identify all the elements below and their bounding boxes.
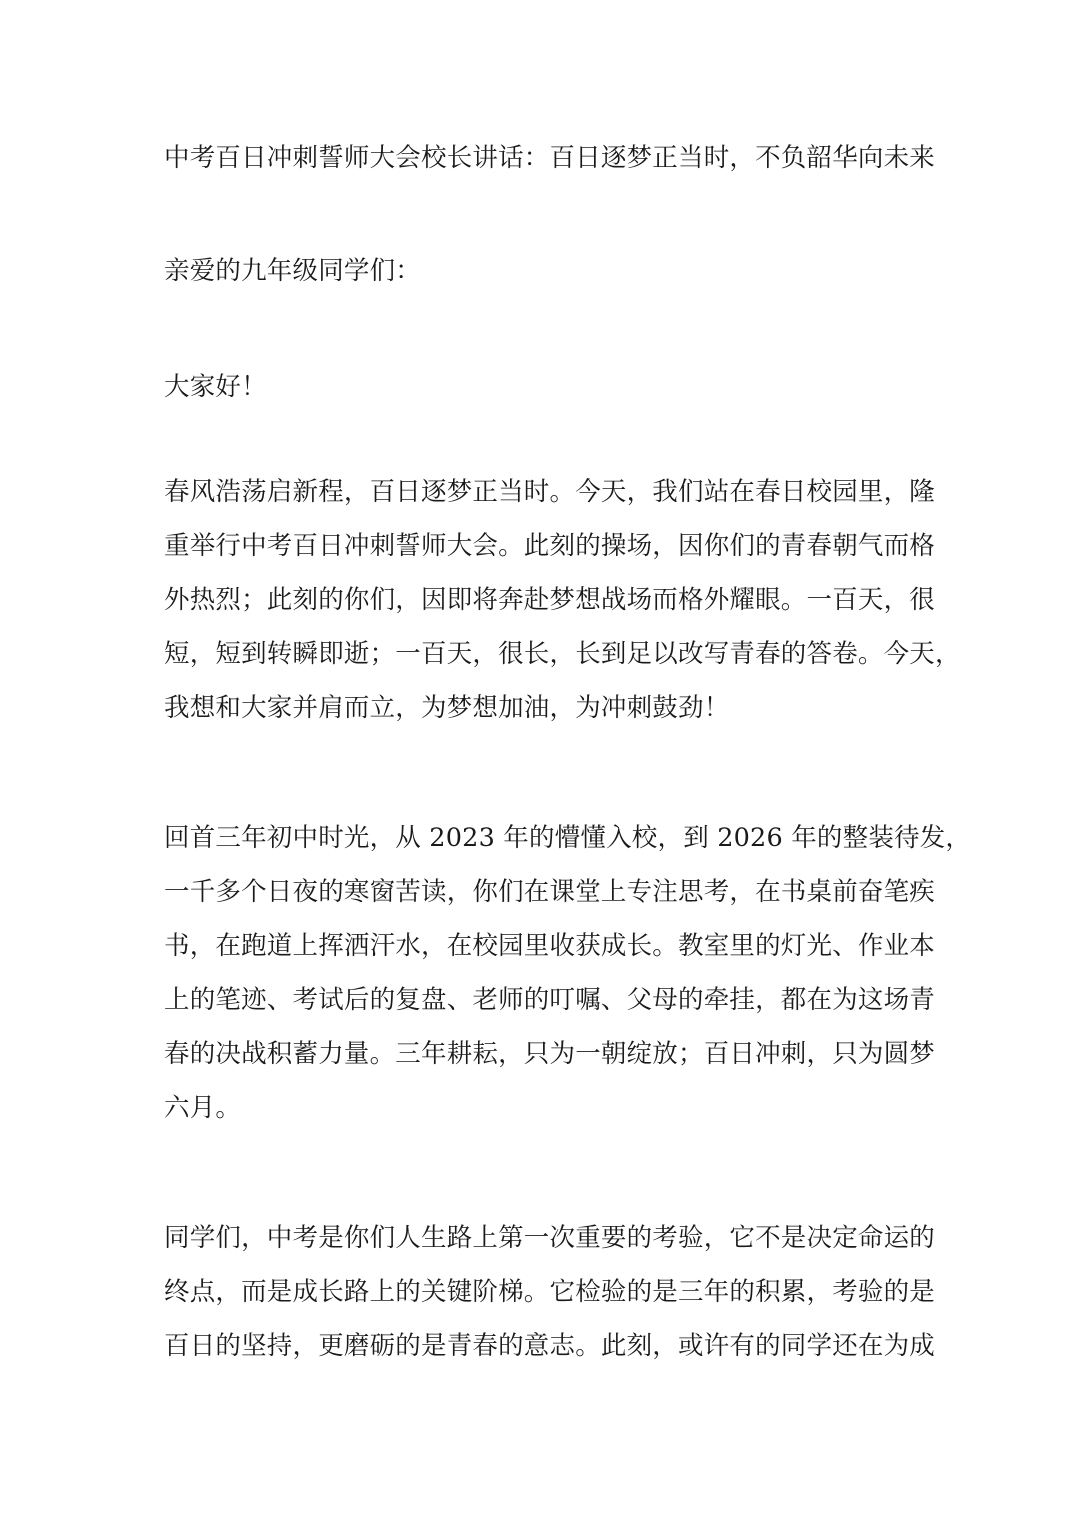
document-title	[164, 131, 936, 185]
title-line: 中考百日冲刺誓师大会校长讲话：百日逐梦正当时，不负韶华向未来	[164, 143, 936, 173]
paragraph-line: 书，在跑道上挥洒汗水，在校园里收获成长。教室里的灯光、作业本	[164, 931, 936, 961]
paragraph-line: 重举行中考百日冲刺誓师大会。此刻的操场，因你们的青春朝气而格	[164, 531, 936, 561]
paragraph-line: 上的笔迹、考试后的复盘、老师的叮嘱、父母的牵挂，都在为这场青	[164, 985, 936, 1015]
hello-text: 大家好！	[164, 372, 267, 402]
paragraph-line: 回首三年初中时光，从 2023 年的懵懂入校，到 2026 年的整装待发，	[164, 823, 972, 853]
greeting-text: 亲爱的九年级同学们：	[164, 256, 422, 286]
paragraph-line: 短，短到转瞬即逝；一百天，很长，长到足以改写青春的答卷。今天，	[164, 639, 961, 669]
paragraph-line: 春的决战积蓄力量。三年耕耘，只为一朝绽放；百日冲刺，只为圆梦	[164, 1039, 936, 1069]
greeting-line	[164, 244, 924, 298]
paragraph-line: 一千多个日夜的寒窗苦读，你们在课堂上专注思考，在书桌前奋笔疾	[164, 877, 936, 907]
paragraph-line: 春风浩荡启新程，百日逐梦正当时。今天，我们站在春日校园里，隆	[164, 477, 936, 507]
paragraph-line: 同学们，中考是你们人生路上第一次重要的考验，它不是决定命运的	[164, 1223, 936, 1253]
paragraph-2	[164, 811, 972, 1135]
paragraph-1	[164, 465, 961, 735]
paragraph-line: 外热烈；此刻的你们，因即将奔赴梦想战场而格外耀眼。一百天，很	[164, 585, 936, 615]
paragraph-line: 百日的坚持，更磨砺的是青春的意志。此刻，或许有的同学还在为成	[164, 1331, 936, 1361]
paragraph-line: 终点，而是成长路上的关键阶梯。它检验的是三年的积累，考验的是	[164, 1277, 936, 1307]
paragraph-3	[164, 1211, 936, 1373]
paragraph-line: 我想和大家并肩而立，为梦想加油，为冲刺鼓劲！	[164, 693, 730, 723]
hello-line	[164, 360, 924, 414]
paragraph-line: 六月。	[164, 1093, 242, 1123]
